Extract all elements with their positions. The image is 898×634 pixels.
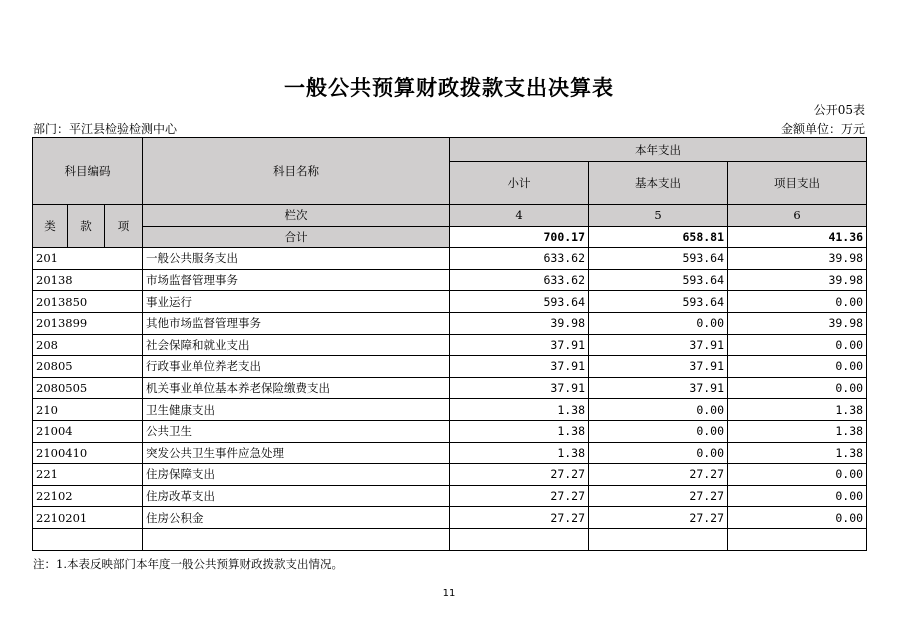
header-name: 科目名称 — [143, 138, 450, 205]
row-basic: 593.64 — [589, 248, 728, 270]
row-subtotal: 37.91 — [450, 356, 589, 378]
row-name: 住房保障支出 — [143, 464, 450, 486]
table-row — [33, 356, 867, 378]
row-name: 住房改革支出 — [143, 485, 450, 507]
row-project: 0.00 — [728, 377, 867, 399]
row-code: 2100410 — [33, 442, 143, 464]
header-xiang: 项 — [105, 205, 143, 248]
expense-table — [32, 137, 867, 551]
table-row — [33, 485, 867, 507]
empty-cell — [728, 528, 867, 550]
row-subtotal: 39.98 — [450, 312, 589, 334]
table-row — [33, 420, 867, 442]
row-name: 公共卫生 — [143, 420, 450, 442]
row-subtotal: 37.91 — [450, 334, 589, 356]
row-basic: 37.91 — [589, 334, 728, 356]
row-subtotal: 27.27 — [450, 464, 589, 486]
header-subtotal: 小计 — [450, 162, 589, 205]
row-subtotal: 37.91 — [450, 377, 589, 399]
row-project: 1.38 — [728, 420, 867, 442]
header-col5: 5 — [589, 205, 728, 227]
row-code: 2013850 — [33, 291, 143, 313]
row-code: 2080505 — [33, 377, 143, 399]
table-row — [33, 399, 867, 421]
empty-row — [33, 528, 867, 550]
row-basic: 593.64 — [589, 291, 728, 313]
table-row — [33, 464, 867, 486]
page-number: 11 — [442, 588, 456, 599]
header-project: 项目支出 — [728, 162, 867, 205]
header-code: 科目编码 — [33, 138, 143, 205]
header-lei: 类 — [33, 205, 68, 248]
row-name: 卫生健康支出 — [143, 399, 450, 421]
row-name: 住房公积金 — [143, 507, 450, 529]
unit-label: 金额单位：万元 — [780, 122, 865, 136]
table-row — [33, 269, 867, 291]
row-basic: 27.27 — [589, 464, 728, 486]
row-subtotal: 27.27 — [450, 485, 589, 507]
table-row — [33, 248, 867, 270]
row-code: 201 — [33, 248, 143, 270]
page-title: 一般公共预算财政拨款支出决算表 — [284, 75, 614, 100]
row-project: 39.98 — [728, 312, 867, 334]
total-basic: 658.81 — [589, 226, 728, 248]
row-code: 2013899 — [33, 312, 143, 334]
row-basic: 37.91 — [589, 356, 728, 378]
row-project: 0.00 — [728, 356, 867, 378]
row-project: 1.38 — [728, 399, 867, 421]
empty-cell — [450, 528, 589, 550]
row-name: 一般公共服务支出 — [143, 248, 450, 270]
header-col4: 4 — [450, 205, 589, 227]
row-basic: 0.00 — [589, 399, 728, 421]
row-subtotal: 1.38 — [450, 442, 589, 464]
table-row — [33, 507, 867, 529]
empty-cell — [143, 528, 450, 550]
total-project: 41.36 — [728, 226, 867, 248]
row-project: 0.00 — [728, 291, 867, 313]
department-label: 部门：平江县检验检测中心 — [33, 122, 178, 136]
row-subtotal: 633.62 — [450, 248, 589, 270]
row-code: 22102 — [33, 485, 143, 507]
form-number: 公开05表 — [813, 103, 865, 117]
total-subtotal: 700.17 — [450, 226, 589, 248]
row-code: 208 — [33, 334, 143, 356]
row-code: 21004 — [33, 420, 143, 442]
row-code: 20805 — [33, 356, 143, 378]
table-row — [33, 312, 867, 334]
row-basic: 0.00 — [589, 420, 728, 442]
row-name: 机关事业单位基本养老保险缴费支出 — [143, 377, 450, 399]
header-col6: 6 — [728, 205, 867, 227]
empty-cell — [589, 528, 728, 550]
row-project: 0.00 — [728, 464, 867, 486]
table-row — [33, 334, 867, 356]
row-name: 社会保障和就业支出 — [143, 334, 450, 356]
row-code: 20138 — [33, 269, 143, 291]
table-row — [33, 377, 867, 399]
row-project: 0.00 — [728, 485, 867, 507]
row-project: 0.00 — [728, 507, 867, 529]
row-basic: 27.27 — [589, 507, 728, 529]
row-name: 行政事业单位养老支出 — [143, 356, 450, 378]
header-kuan: 款 — [68, 205, 105, 248]
row-code: 210 — [33, 399, 143, 421]
row-basic: 27.27 — [589, 485, 728, 507]
row-subtotal: 27.27 — [450, 507, 589, 529]
row-project: 1.38 — [728, 442, 867, 464]
row-basic: 37.91 — [589, 377, 728, 399]
empty-cell — [33, 528, 143, 550]
row-basic: 0.00 — [589, 442, 728, 464]
row-name: 市场监督管理事务 — [143, 269, 450, 291]
row-subtotal: 593.64 — [450, 291, 589, 313]
row-basic: 593.64 — [589, 269, 728, 291]
row-project: 39.98 — [728, 269, 867, 291]
total-label: 合计 — [143, 226, 450, 248]
footnote: 注：1.本表反映部门本年度一般公共预算财政拨款支出情况。 — [33, 557, 343, 571]
row-name: 突发公共卫生事件应急处理 — [143, 442, 450, 464]
table-row — [33, 442, 867, 464]
header-column-no: 栏次 — [143, 205, 450, 227]
row-project: 39.98 — [728, 248, 867, 270]
header-year-expense: 本年支出 — [450, 138, 867, 162]
row-subtotal: 1.38 — [450, 420, 589, 442]
row-code: 221 — [33, 464, 143, 486]
row-subtotal: 633.62 — [450, 269, 589, 291]
table-row — [33, 291, 867, 313]
header-basic: 基本支出 — [589, 162, 728, 205]
row-name: 其他市场监督管理事务 — [143, 312, 450, 334]
row-subtotal: 1.38 — [450, 399, 589, 421]
row-basic: 0.00 — [589, 312, 728, 334]
row-project: 0.00 — [728, 334, 867, 356]
row-code: 2210201 — [33, 507, 143, 529]
row-name: 事业运行 — [143, 291, 450, 313]
